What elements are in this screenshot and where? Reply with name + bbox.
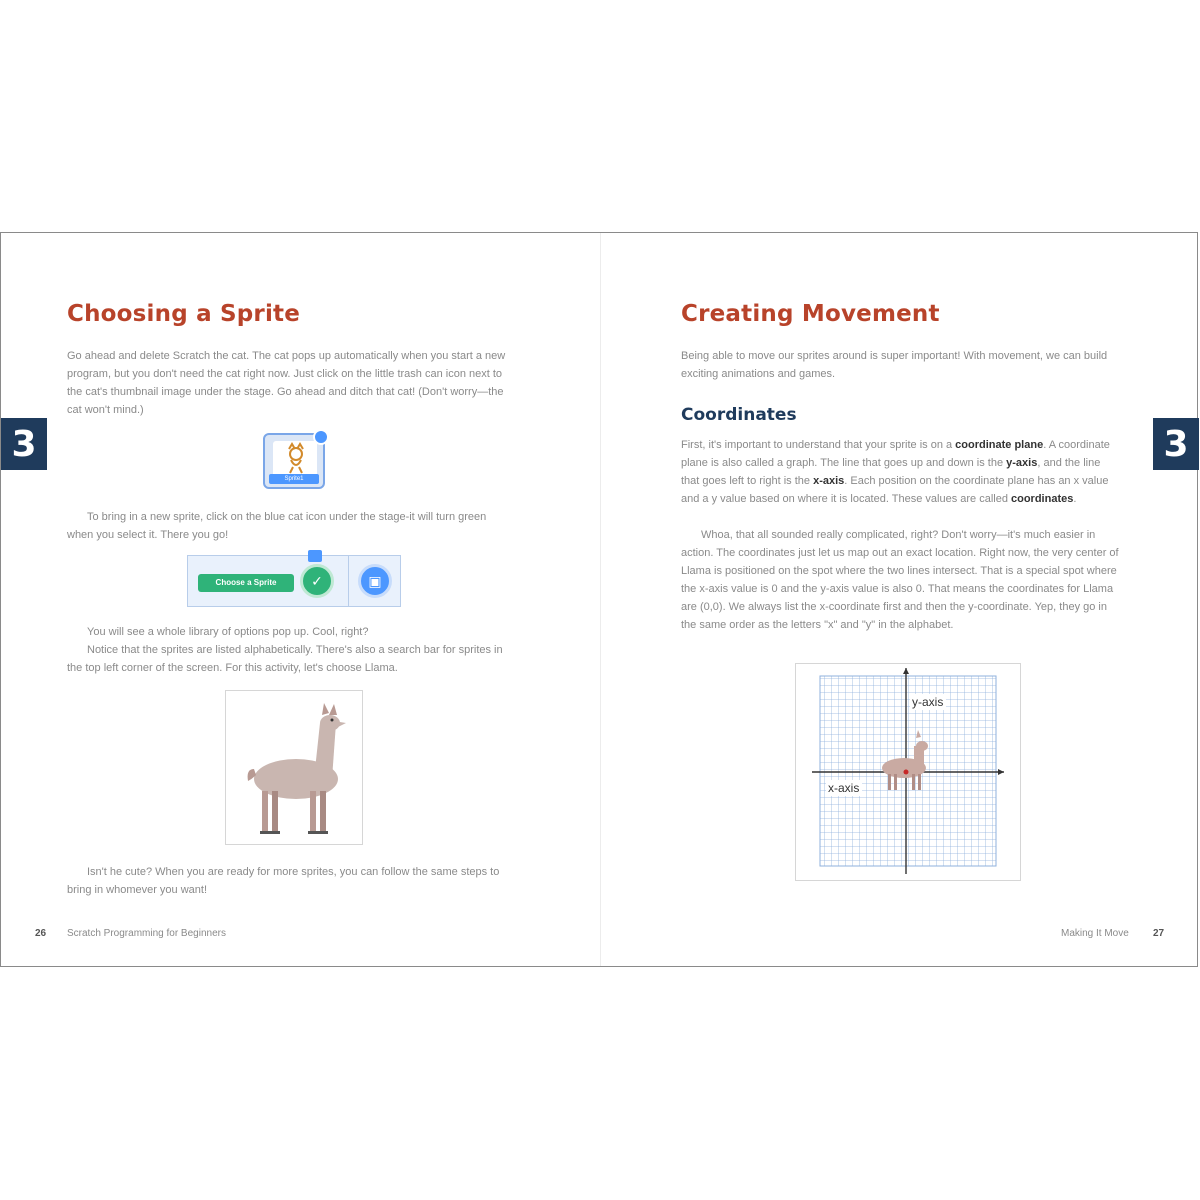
- page-number-right: [1153, 928, 1164, 939]
- chapter-tab-right: 3: [1153, 418, 1199, 470]
- footer-title-left: Scratch Programming for Beginners: [67, 928, 226, 939]
- sprite-chooser-toolbar: [187, 555, 401, 607]
- text-run: , and the line that goes left to right is the: [681, 457, 1101, 487]
- term-x-axis: x-axis: [813, 475, 845, 487]
- sprite-thumbnail-card: [263, 433, 325, 489]
- paragraph-movement-intro: Being able to move our sprites around is super important! With movement, we can build exciting animations and games.: [681, 350, 1108, 380]
- llama-image: [225, 690, 363, 845]
- text-run: . Each position on the coordinate plane has an x value and a y value based on where it is located. These values are called: [681, 475, 1109, 505]
- page-number: 26: [35, 928, 47, 939]
- coordinate-grid: [796, 664, 1020, 880]
- page-number-left: [35, 928, 46, 939]
- book-spread: [0, 232, 1198, 967]
- page-number: 27: [1153, 928, 1165, 939]
- paragraph-isnt-he-cute: Isn't he cute? When you are ready for more sprites, you can follow the same steps to bring in whomever you want!: [67, 866, 500, 896]
- coordinate-plane-figure: [795, 663, 1021, 881]
- divider: [348, 556, 349, 606]
- sprite-tag-icon: [308, 550, 322, 562]
- paragraph-new-sprite: To bring in a new sprite, click on the blue cat icon under the stage-it will turn green when you select it. There you go!: [67, 511, 487, 541]
- sprite-label: Sprite1: [269, 474, 319, 484]
- paragraph-whoa: Whoa, that all sounded really complicated, right? Don't worry—it's much easier in action. The coordinates just let us map out an exact location. Right now, the very center of Llama is positioned on the spot where the two lines intersect. That is a special spot where the x-axis value is 0 and the y-axis value is also 0. That means the coordinates for Llama are (0,0). We always list the x-coordinate first and then the y-coordinate. Yep, they go in the same order as the letters "x" and "y" in the alphabet.: [681, 529, 1119, 631]
- y-axis-label: y-axis: [912, 695, 944, 709]
- text-run: . A coordinate plane is also called a graph. The line that goes up and down is the: [681, 439, 1110, 469]
- paragraph-alphabetical: Notice that the sprites are listed alphabetically. There's also a search bar for sprites in the top left corner of the screen. For this activity, let's choose Llama.: [67, 644, 503, 674]
- text-run: First, it's important to understand that your sprite is on a: [681, 439, 956, 451]
- term-y-axis: y-axis: [1006, 457, 1038, 469]
- cat-thumbnail: [273, 441, 317, 477]
- cat-add-icon[interactable]: ✓: [300, 564, 334, 598]
- footer-title-right: Making It Move: [1061, 928, 1129, 939]
- gutter: [600, 233, 601, 966]
- choose-a-sprite-button[interactable]: Choose a Sprite: [198, 574, 294, 592]
- paragraph-delete-cat: Go ahead and delete Scratch the cat. The cat pops up automatically when you start a new program, but you don't need the cat right now. Just click on the little trash can icon next to the cat's thumbnail image under the stage. Go ahead and ditch that cat! (Don't worry—the cat won't mind.): [67, 350, 506, 416]
- term-coordinate-plane: coordinate plane: [955, 439, 1044, 451]
- text-run: .: [1073, 493, 1077, 505]
- x-axis-label: x-axis: [828, 781, 860, 795]
- paragraph-library: You will see a whole library of options pop up. Cool, right?: [87, 626, 369, 638]
- subheading-coordinates: Coordinates: [681, 405, 797, 425]
- backdrop-icon[interactable]: ▣: [358, 564, 392, 598]
- heading-creating-movement: Creating Movement: [681, 301, 940, 327]
- paragraph-coordinate-plane: [681, 436, 1121, 508]
- trash-icon[interactable]: [313, 429, 329, 445]
- heading-choosing-a-sprite: Choosing a Sprite: [67, 301, 301, 327]
- cat-icon: [273, 441, 317, 477]
- llama-icon: [226, 691, 362, 844]
- term-coordinates: coordinates: [1011, 493, 1074, 505]
- chapter-tab-left: 3: [1, 418, 47, 470]
